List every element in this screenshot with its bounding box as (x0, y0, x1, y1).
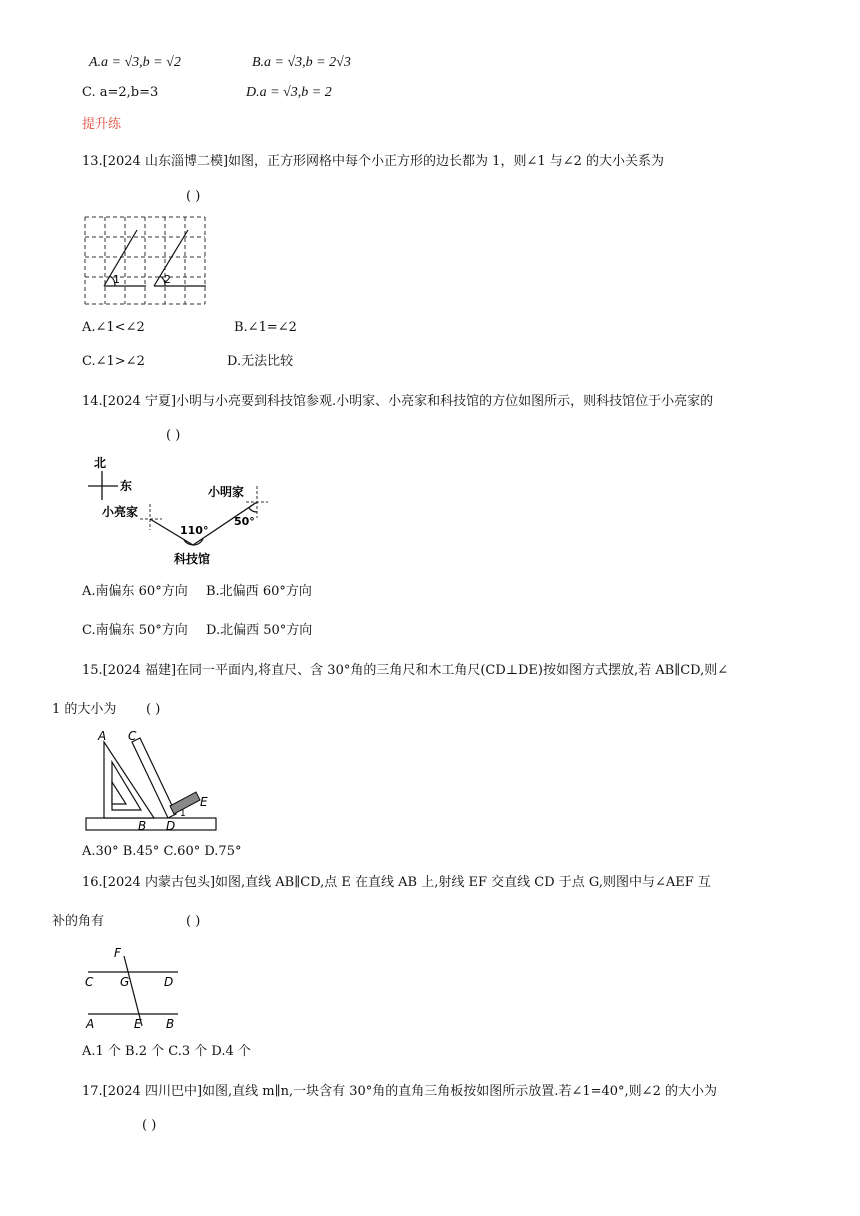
q13-angle-1-label: 1 (113, 273, 120, 286)
point-f-label: F (114, 946, 121, 960)
point-d-label: D (166, 819, 176, 833)
point-a-label: A (98, 729, 107, 743)
point-e-label: E (200, 795, 208, 809)
q14-option-d: D.北偏西 50°方向 (206, 623, 313, 638)
section-title: 提升练 (82, 117, 122, 132)
point-d-label: D (164, 975, 174, 989)
q13-option-b: B.∠1=∠2 (234, 320, 297, 335)
point-e-label: E (134, 1017, 142, 1031)
point-a-label: A (86, 1017, 95, 1031)
q13-option-d: D.无法比较 (227, 354, 294, 369)
q15-ruler-figure (84, 730, 224, 834)
q15-stem-line1: 15.[2024 福建]在同一平面内,将直尺、含 30°角的三角尺和木工角尺(CD⊥DE)按如图方式摆放,若 AB∥CD,则∠ (82, 663, 729, 678)
museum-label: 科技馆 (174, 552, 211, 566)
q16-stem-line2: 补的角有 (52, 914, 105, 929)
q13-option-a: A.∠1<∠2 (82, 320, 145, 335)
q14-direction-figure (84, 452, 284, 572)
angle-1-label: 1 (180, 809, 186, 819)
compass-north-label: 北 (94, 456, 107, 470)
q12-option-b: B.a = √3,b = 2√3 (252, 55, 351, 70)
xiaoliang-home-label: 小亮家 (102, 505, 139, 519)
angle-50-label: 50° (234, 515, 255, 528)
angle-110-label: 110° (180, 524, 209, 537)
q15-options: A.30° B.45° C.60° D.75° (82, 844, 242, 859)
point-b-label: B (138, 819, 147, 833)
q12-option-a: A.a = √3,b = √2 (89, 55, 181, 70)
q15-stem-line2: 1 的大小为 (52, 702, 117, 717)
q15-answer-paren: ( ) (146, 702, 161, 717)
q14-stem: 14.[2024 宁夏]小明与小亮要到科技馆参观.小明家、小亮家和科技馆的方位如图所示，则科技馆位于小亮家的 (82, 394, 714, 409)
q14-answer-paren: ( ) (166, 428, 181, 443)
q12-option-d: D.a = √3,b = 2 (246, 85, 332, 100)
q13-option-c: C.∠1>∠2 (82, 354, 145, 369)
q16-parallel-lines-figure (84, 944, 184, 1034)
compass-east-label: 东 (120, 479, 133, 493)
xiaoming-home-label: 小明家 (208, 485, 245, 499)
q14-option-a: A.南偏东 60°方向 (82, 584, 188, 599)
q16-stem-line1: 16.[2024 内蒙古包头]如图,直线 AB∥CD,点 E 在直线 AB 上,射线 EF 交直线 CD 于点 G,则图中与∠AEF 互 (82, 875, 711, 890)
q12-option-c: C. a=2,b=3 (82, 85, 159, 100)
point-b-label: B (166, 1017, 175, 1031)
q16-options: A.1 个 B.2 个 C.3 个 D.4 个 (82, 1044, 251, 1059)
q13-angle-2-label: 2 (164, 273, 171, 286)
q13-stem: 13.[2024 山东淄博二模]如图，正方形网格中每个小正方形的边长都为 1，则∠1 与∠2 的大小关系为 (82, 154, 665, 169)
point-g-label: G (120, 975, 130, 989)
q14-option-c: C.南偏东 50°方向 (82, 623, 188, 638)
q17-answer-paren: ( ) (142, 1118, 157, 1133)
q16-answer-paren: ( ) (186, 914, 201, 929)
q13-grid-figure (84, 214, 208, 308)
q17-stem: 17.[2024 四川巴中]如图,直线 m∥n,一块含有 30°角的直角三角板按如图所示放置.若∠1=40°,则∠2 的大小为 (82, 1084, 717, 1099)
q13-answer-paren: ( ) (186, 189, 201, 204)
point-c-label: C (85, 975, 94, 989)
point-c-label: C (128, 729, 137, 743)
q14-option-b: B.北偏西 60°方向 (206, 584, 312, 599)
